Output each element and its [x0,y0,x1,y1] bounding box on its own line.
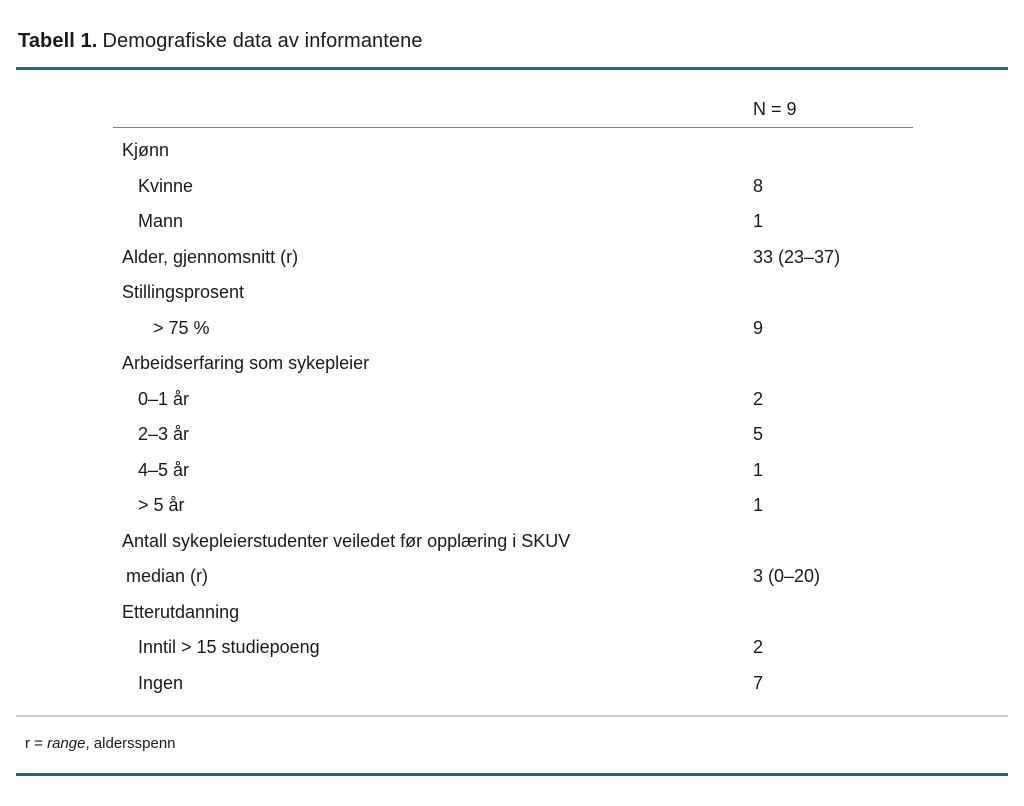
row-value: 5 [753,424,764,445]
table-row [113,169,913,205]
table-header-row [113,70,913,128]
table-row [113,595,913,631]
footnote-italic-term: range [47,735,86,752]
row-label: Stillingsprosent [122,282,245,303]
table-row [113,630,913,666]
row-label: 2–3 år [138,424,190,445]
row-value: 2 [753,388,764,409]
table-row [113,240,913,276]
row-label: Arbeidserfaring som sykepleier [122,353,370,374]
table-number-label: Tabell 1. [18,30,98,52]
demographics-table [113,70,913,701]
column-header-n: N = 9 [753,99,797,119]
row-value: 33 (23–37) [753,246,841,267]
table-row [113,275,913,311]
footnote-divider [16,715,1008,717]
row-value: 1 [753,211,764,232]
row-label: Inntil > 15 studiepoeng [138,637,320,658]
table-row [113,311,913,347]
row-label: Kjønn [122,140,170,161]
row-label: Alder, gjennomsnitt (r) [122,246,299,267]
row-value: 8 [753,175,764,196]
row-label: Mann [138,211,184,232]
row-label: Kvinne [138,175,194,196]
table-row [113,488,913,524]
row-label: median (r) [126,566,209,587]
footnote [25,735,1024,752]
row-value: 2 [753,637,764,658]
row-label: > 5 år [138,495,185,516]
row-label: Ingen [138,672,184,693]
table-row [113,559,913,595]
footnote-suffix: , aldersspenn [85,735,176,752]
table-row [113,346,913,382]
table-row [113,382,913,418]
table-body [113,128,913,701]
table-row [113,666,913,702]
bottom-accent-rule [16,773,1008,776]
row-value: 1 [753,459,764,480]
table-title-text: Demografiske data av informantene [102,30,423,52]
row-value: 3 (0–20) [753,566,821,587]
row-label: 0–1 år [138,388,190,409]
table-row [113,524,913,560]
row-value: 1 [753,495,764,516]
row-label: Antall sykepleierstudenter veiledet før opplæring i SKUV [122,530,571,551]
row-label: > 75 % [153,317,210,338]
row-label: Etterutdanning [122,601,240,622]
row-label: 4–5 år [138,459,190,480]
table-row [113,417,913,453]
row-value: 7 [753,672,764,693]
table-row [113,204,913,240]
table-row [113,453,913,489]
row-value: 9 [753,317,764,338]
table-row [113,133,913,169]
table-title [0,0,1024,54]
footnote-prefix: r = [25,735,48,752]
